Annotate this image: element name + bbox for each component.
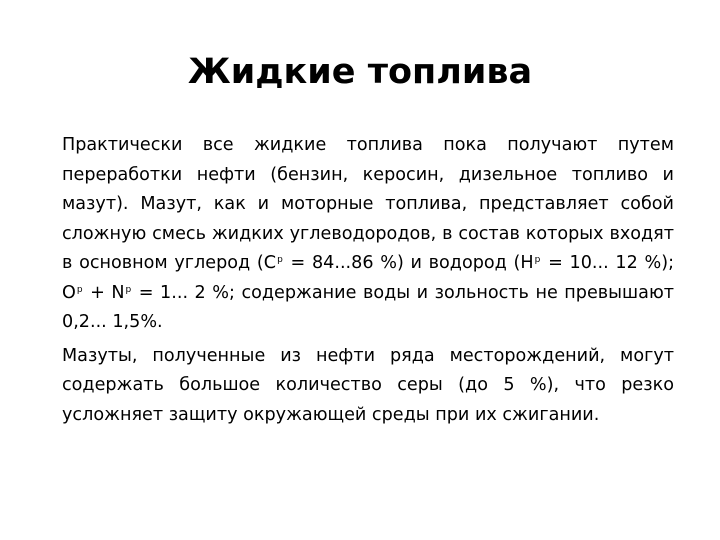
paragraph-text: = 10... 12 %); O <box>62 253 674 303</box>
slide-body <box>62 131 674 434</box>
paragraph-text: = 1... 2 %; содержание воды и зольность не превышают 0,2... 1,5%. <box>62 282 675 332</box>
paragraph-sulfur: Мазуты, полученные из нефти ряда месторождений, могут содержать большое количество серы (до 5 %), что резко усложняет защиту окружающей среды при их сжигании. <box>62 345 674 425</box>
paragraph-text: Практически все жидкие топлива пока получают путем переработки нефти (бензин, керосин, дизельное топливо и мазут). Мазут, как и моторные топлива, представляет собой сложную смесь жидких углеводородов, в состав которых входят в основном углерод (C <box>62 135 674 273</box>
paragraph-composition <box>62 131 674 338</box>
superscript-p: р <box>277 255 283 265</box>
superscript-p: р <box>534 255 541 265</box>
superscript-p: р <box>76 284 83 295</box>
paragraph-text: = 84...86 %) и водород (H <box>283 253 534 273</box>
superscript-p: р <box>125 284 132 295</box>
slide-title: Жидкие топлива <box>187 52 533 92</box>
paragraph-text: + N <box>83 282 125 303</box>
